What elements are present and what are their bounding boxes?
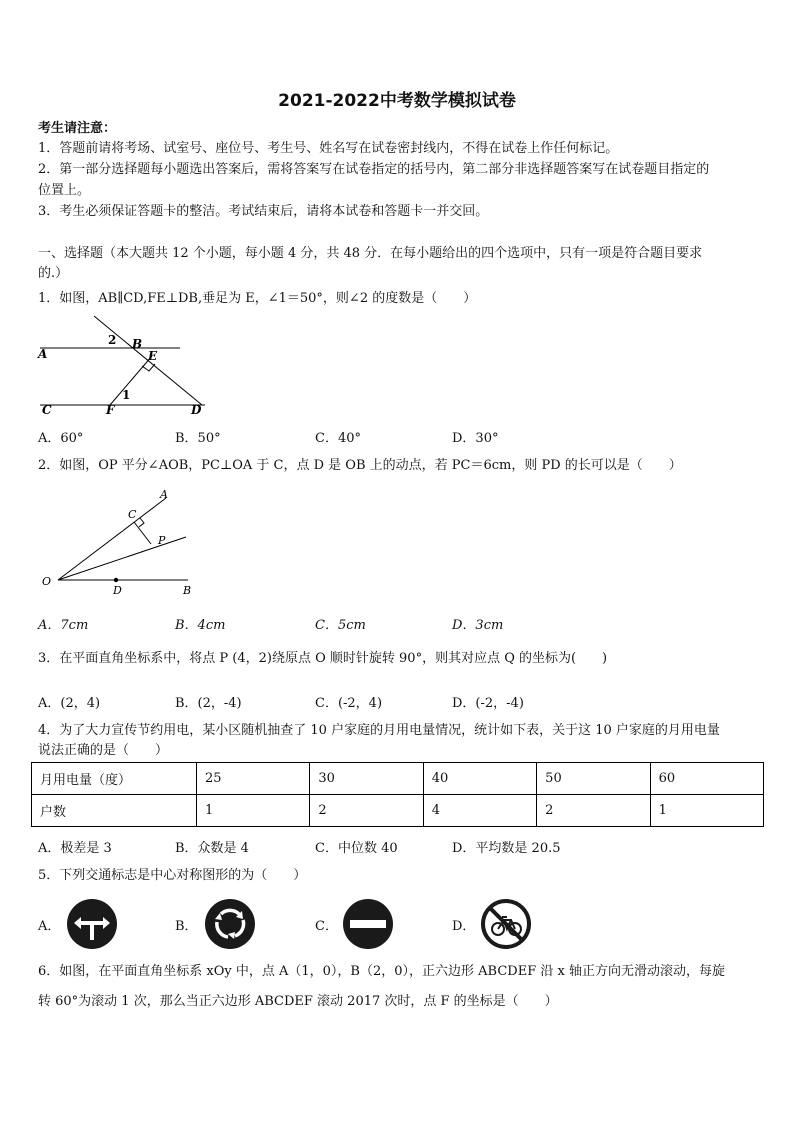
q2-label-p: P [158, 534, 166, 547]
q2-label-b: B [183, 584, 192, 597]
section-heading: 一、选择题（本大题共 12 个小题，每小题 4 分，共 48 分．在每小题给出的四个选项中，只有一项是符合题目要求 [38, 246, 703, 261]
q4-table [31, 762, 764, 827]
q4-option-b: B．众数是 4 [175, 841, 249, 856]
q3-option-d: D．(-2，-4) [452, 696, 524, 711]
table-cell: 30 [310, 763, 423, 795]
q1-label-2: 2 [108, 333, 117, 347]
q2-label-a: A [160, 488, 168, 501]
q5-option-a: A． [38, 919, 61, 934]
q1-figure [30, 310, 220, 420]
table-cell: 40 [423, 763, 536, 795]
q2-label-d: D [113, 584, 122, 597]
q1-label-c: C [42, 403, 52, 417]
q4-stem-cont: 说法正确的是（ ） [38, 743, 169, 758]
table-cell: 4 [423, 795, 536, 827]
q6-stem-cont: 转 60°为滚动 1 次，那么当正六边形 ABCDEF 滚动 2017 次时，点 F 的坐标是（ ） [38, 994, 558, 1009]
turn-left-right-sign-icon [66, 898, 118, 950]
table-cell: 25 [197, 763, 310, 795]
q1-label-a: A [38, 347, 48, 361]
no-bicycle-sign-icon [480, 898, 532, 950]
table-cell: 1 [197, 795, 310, 827]
q1-label-d: D [191, 403, 202, 417]
q1-option-c: C．40° [315, 431, 361, 446]
q2-label-o: O [42, 575, 52, 588]
q5-option-c: C． [315, 919, 338, 934]
q4-option-d: D．平均数是 20.5 [452, 841, 561, 856]
q2-option-a: A．7cm [38, 618, 89, 633]
q2-option-c: C．5cm [315, 618, 366, 633]
table-cell: 2 [310, 795, 423, 827]
q1-stem: 1．如图，AB∥CD,FE⊥DB,垂足为 E，∠1＝50°，则∠2 的度数是（ ） [38, 291, 477, 306]
q1-option-d: D．30° [452, 431, 499, 446]
q2-option-b: B．4cm [175, 618, 226, 633]
q3-option-b: B．(2，-4) [175, 696, 242, 711]
notice-item-2: 2．第一部分选择题每小题选出答案后，需将答案写在试卷指定的括号内，第二部分非选择题答案写在试卷题目指定的 [38, 162, 710, 177]
q3-stem: 3．在平面直角坐标系中，将点 P (4，2)绕原点 O 顺时针旋转 90°，则其对应点 Q 的坐标为( ) [38, 651, 608, 666]
q2-stem: 2．如图，OP 平分∠AOB，PC⊥OA 于 C，点 D 是 OB 上的动点，若 PC＝6cm，则 PD 的长可以是（ ） [38, 458, 682, 473]
table-row [32, 763, 764, 795]
notice-item-3: 3．考生必须保证答题卡的整洁。考试结束后，请将本试卷和答题卡一并交回。 [38, 204, 489, 219]
q1-option-a: A．60° [38, 431, 84, 446]
q1-label-e: E [148, 349, 158, 363]
q2-figure [36, 486, 206, 601]
table-cell: 2 [537, 795, 650, 827]
q5-option-b: B． [175, 919, 198, 934]
q2-label-c: C [128, 508, 137, 521]
page-title: 2021-2022中考数学模拟试卷 [278, 91, 516, 111]
q1-label-b: B [132, 337, 143, 351]
q1-label-1: 1 [122, 388, 131, 402]
notice-item-1: 1．答题前请将考场、试室号、座位号、考生号、姓名写在试卷密封线内，不得在试卷上作任何标记。 [38, 141, 619, 156]
q6-stem: 6．如图，在平面直角坐标系 xOy 中，点 A（1，0），B（2，0），正六边形 ABCDEF 沿 x 轴正方向无滑动滚动，每旋 [38, 964, 725, 979]
q4-stem: 4．为了大力宣传节约用电，某小区随机抽查了 10 户家庭的月用电量情况，统计如下表，关于这 10 户家庭的月用电量 [38, 723, 720, 738]
table-cell: 1 [650, 795, 763, 827]
q1-label-f: F [106, 403, 115, 417]
notice-item-2-cont: 位置上。 [38, 183, 91, 198]
q3-option-c: C．(-2，4) [315, 696, 383, 711]
q4-option-a: A．极差是 3 [38, 841, 112, 856]
table-cell: 户数 [32, 795, 197, 827]
q4-option-c: C．中位数 40 [315, 841, 398, 856]
table-row [32, 795, 764, 827]
table-cell: 50 [537, 763, 650, 795]
no-entry-sign-icon [342, 898, 394, 950]
notice-heading: 考生请注意： [38, 121, 117, 136]
q5-stem: 5．下列交通标志是中心对称图形的为（ ） [38, 868, 307, 883]
section-heading-cont: 的.） [38, 266, 69, 281]
roundabout-sign-icon [204, 898, 256, 950]
q1-option-b: B．50° [175, 431, 221, 446]
table-cell: 月用电量（度） [32, 763, 197, 795]
q3-option-a: A．(2，4) [38, 696, 101, 711]
q2-option-d: D．3cm [452, 618, 504, 633]
q5-option-d: D． [452, 919, 476, 934]
table-cell: 60 [650, 763, 763, 795]
